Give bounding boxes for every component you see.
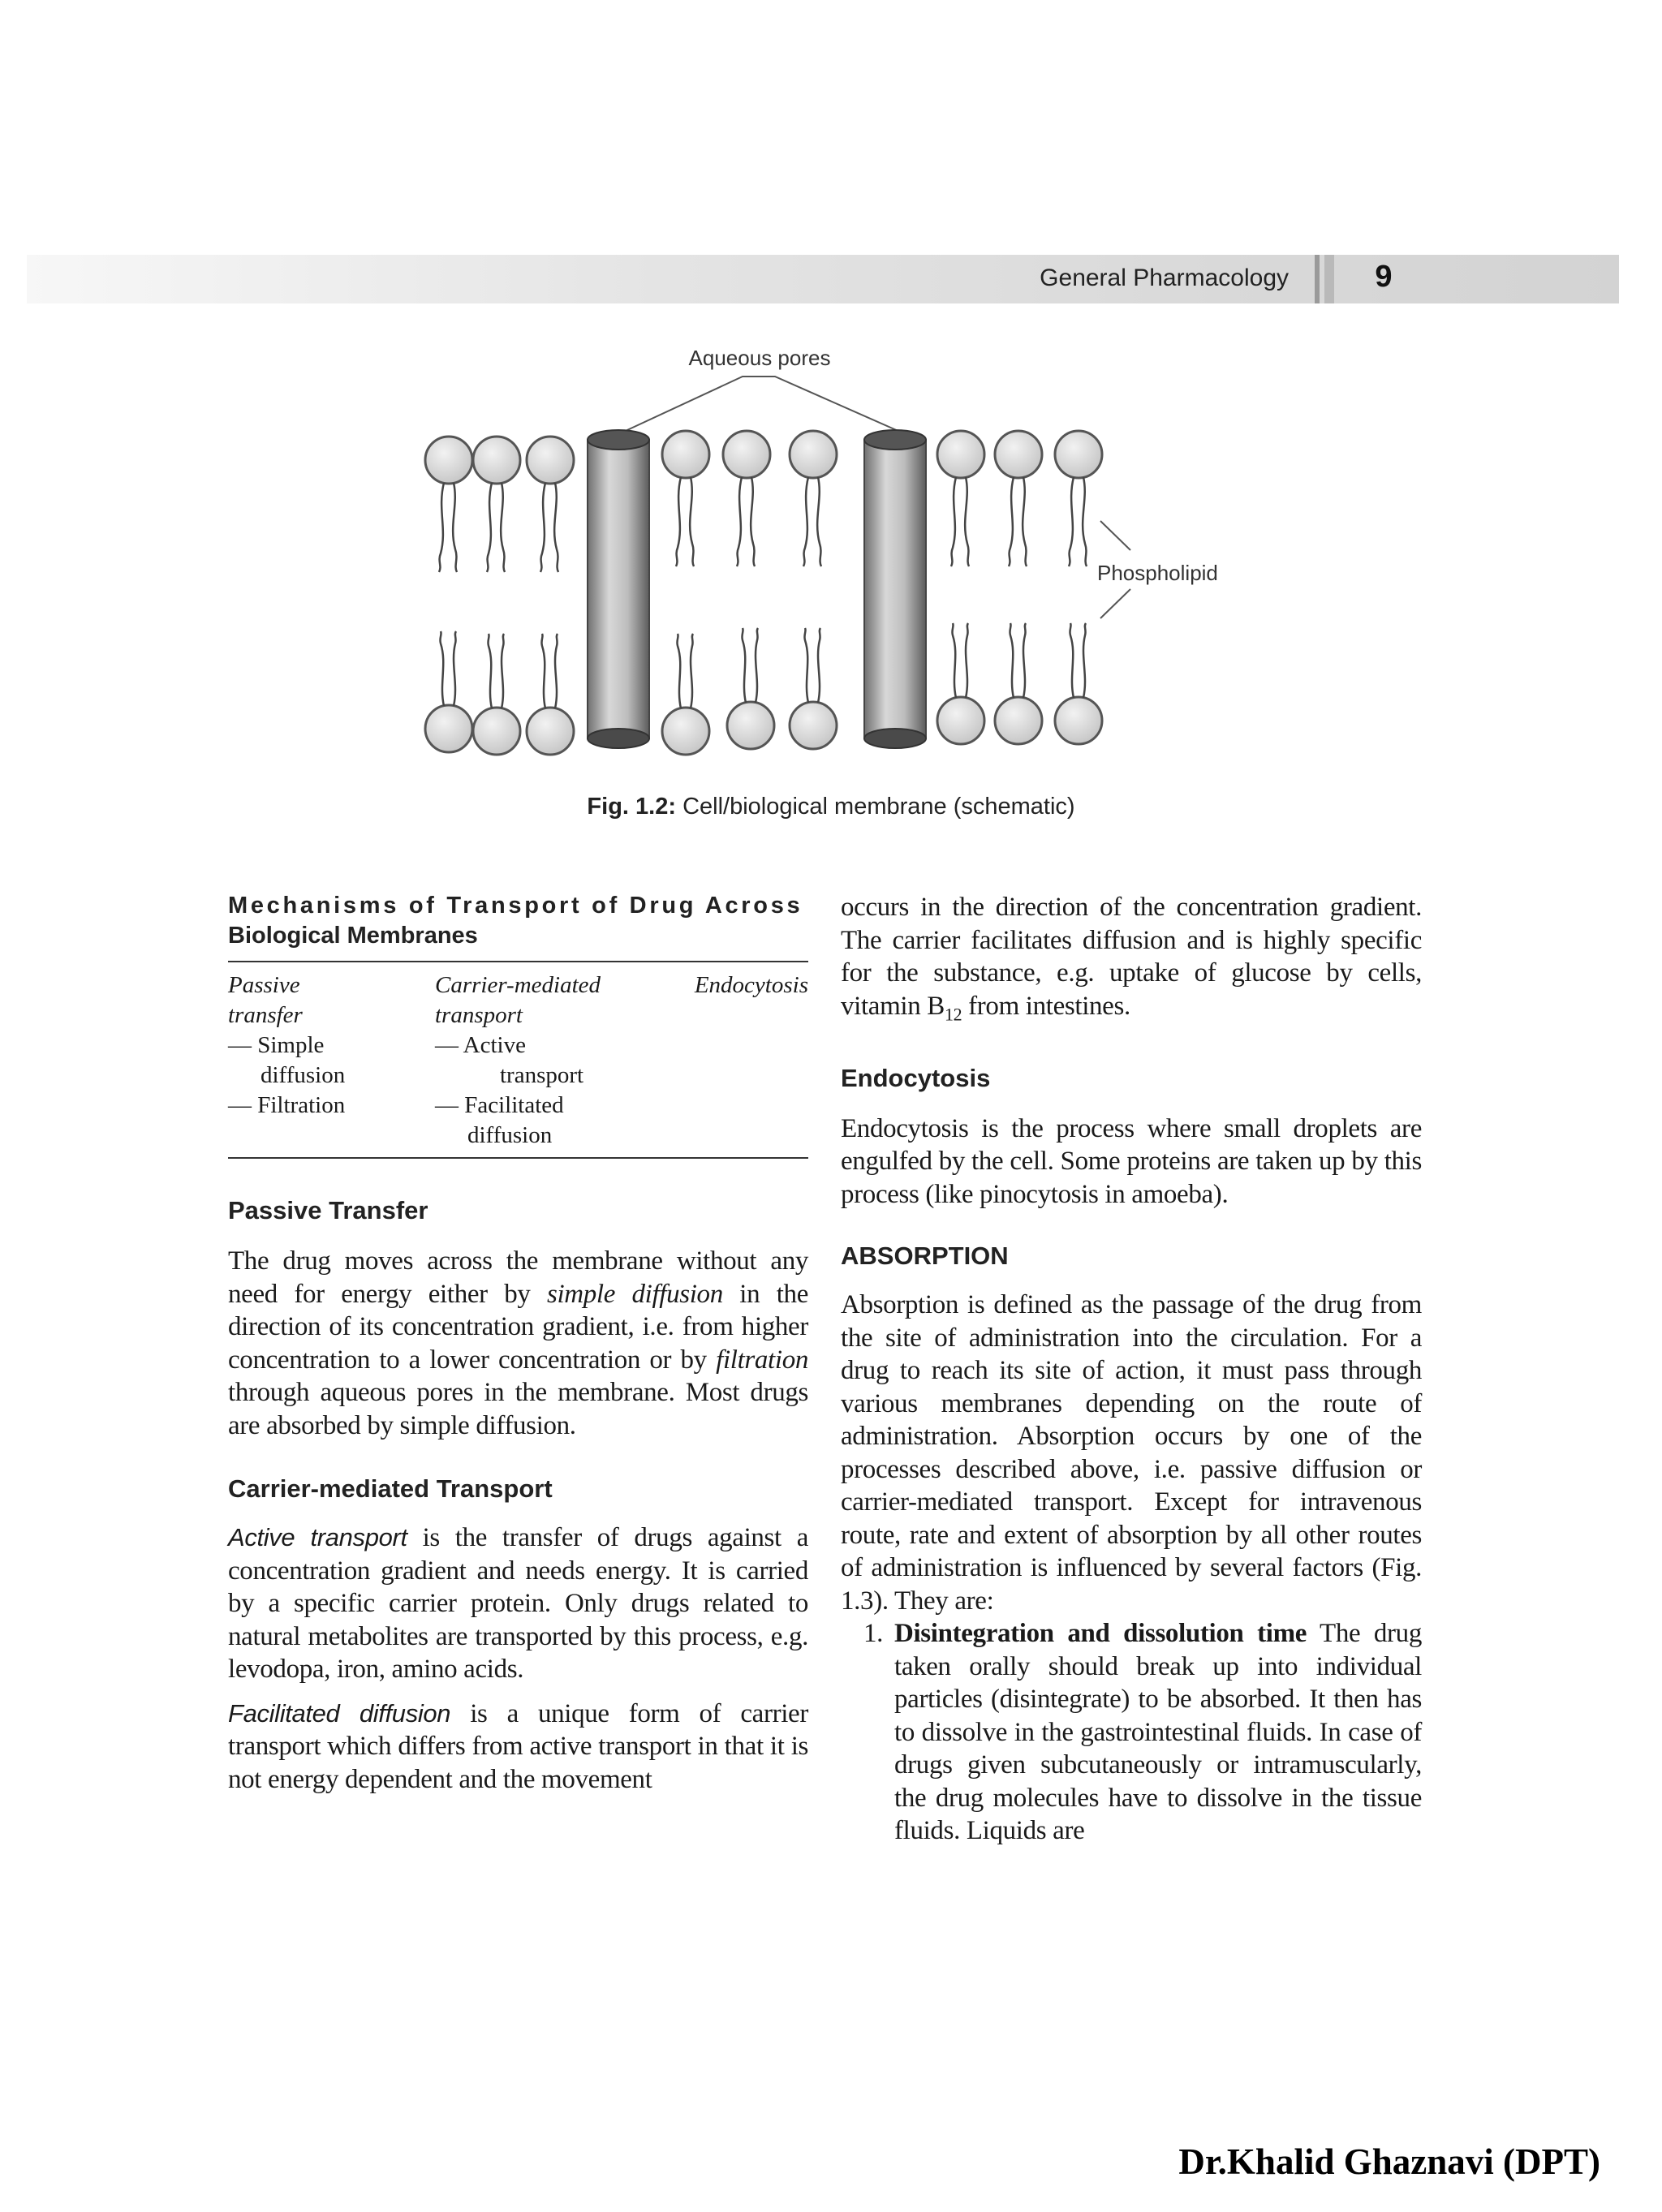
col1-head-1: Passive [228,972,300,998]
caption-text: Cell/biological membrane (schematic) [682,794,1075,820]
passive-transfer-paragraph [228,1245,808,1442]
continued-text-2: from intestines. [962,991,1130,1021]
aqueous-pore-cylinder-right [864,430,926,748]
col1-item-2: — Filtration [228,1092,346,1118]
list-body [894,1617,1422,1848]
membrane-figure [406,341,1266,779]
heading-passive-transfer: Passive Transfer [228,1196,428,1224]
col3-head: Endocytosis [694,972,808,998]
facilitated-diffusion-paragraph [228,1698,808,1797]
col2-item-2a: — Facilitated [435,1092,564,1118]
col2-item-2b: diffusion [467,1122,553,1148]
term-facilitated-diffusion: Facilitated diffusion [228,1698,451,1728]
running-title: General Pharmacology [1040,265,1289,291]
table-title-line-1: Mechanisms of Transport of Drug Across [228,893,803,919]
col2-head-2: transport [435,1002,523,1028]
mechanisms-table [228,961,808,1159]
left-column [228,891,808,1796]
list-text: The drug taken orally should break up into individual particles (disintegrate) to be absorbed. It then has to dissolve in the gastrointestinal fluids. In case of drugs given subcutaneously or intramuscularly, the drug molecules have to dissolve in the tissue fluids. Liquids are [894,1619,1422,1846]
mechanisms-table-title [228,891,808,951]
active-transport-paragraph [228,1521,808,1686]
passive-text-1: The drug moves across the membrane without any need for energy either by [228,1246,808,1309]
membrane-diagram [406,341,1266,779]
absorption-paragraph: Absorption is defined as the passage of the drug from the site of administration into the circulation. For a drug to reach its site of action, it must pass through various membranes depending on the route of administration. Absorption occurs by one of the processes described above, i.e. passive diffusion or carrier-mediated transport. Except for intravenous route, rate and extent of absorption by all other routes of administration is influenced by several factors (Fig. 1.3). They are: [841,1290,1422,1616]
list-number: 1. [863,1619,883,1649]
table-row [228,1001,808,1031]
phospholipid-bottom-row [425,623,1102,755]
col2-item-1b: transport [500,1062,584,1088]
table-row [228,1121,808,1151]
col2-item-1a: — Active [435,1032,526,1058]
table-row [228,1061,808,1091]
label-aqueous-pores: Aqueous pores [688,346,831,370]
passive-term-simple-diffusion: simple diffusion [546,1279,723,1309]
list-item [841,1617,1422,1848]
header-divider [1315,255,1320,303]
passive-term-filtration: filtration [716,1345,808,1375]
heading-absorption: ABSORPTION [841,1242,1009,1271]
right-column [841,891,1422,1848]
continued-text-1: occurs in the direction of the concentration gradient. The carrier facilitates diffusion and is highly specific for the substance, e.g. uptake of glucose by cells, vitamin B [841,893,1422,1021]
table-row [228,1031,808,1061]
passive-text-3: through aqueous pores in the membrane. Most drugs are absorbed by simple diffusion. [228,1378,808,1440]
continued-paragraph [841,891,1422,1031]
caption-label: Fig. 1.2: [587,794,676,820]
col1-item-1a: — Simple [228,1032,325,1058]
vitamin-subscript: 12 [944,1004,962,1025]
header-divider-shade [1324,255,1334,303]
table-row [228,970,808,1001]
list-term-disintegration: Disintegration and dissolution time [894,1619,1307,1649]
phospholipid-leader-top [1100,521,1130,550]
aqueous-pore-cylinder-left [588,430,649,748]
author-signature: Dr.Khalid Ghaznavi (DPT) [1178,2141,1600,2182]
phospholipid-top-row [425,431,1102,572]
table-title-line-2: Biological Membranes [228,923,478,949]
heading-endocytosis: Endocytosis [841,1063,991,1092]
endocytosis-paragraph: Endocytosis is the process where small droplets are engulfed by the cell. Some proteins are taken up by this process (like pinocytosis in amoeba). [841,1113,1422,1209]
pores-leader-lines [617,377,907,435]
col2-head-1: Carrier-mediated [435,972,601,998]
passive-text-2: in the direction of its concentration gradient, i.e. from higher concentration to a lower concentration or by [228,1279,808,1375]
heading-carrier-mediated: Carrier-mediated Transport [228,1474,553,1503]
figure-caption [0,794,1662,820]
term-active-transport: Active transport [228,1523,407,1551]
col1-head-2: transfer [228,1002,303,1028]
active-transport-text: is the transfer of drugs against a concentration gradient and needs energy. It is carried by a specific carrier protein. Only drugs related to natural metabolites are transported by this process, e.g. levodopa, iron, amino acids. [228,1523,809,1684]
facilitated-diffusion-text: is a unique form of carrier transport which differs from active transport in that it is not energy dependent and the movement [228,1698,808,1794]
table-row [228,1091,808,1121]
phospholipid-leader-bottom [1100,589,1130,618]
page-number: 9 [1375,260,1393,294]
col1-item-1b: diffusion [260,1062,346,1088]
label-phospholipid: Phospholipid [1097,561,1218,585]
